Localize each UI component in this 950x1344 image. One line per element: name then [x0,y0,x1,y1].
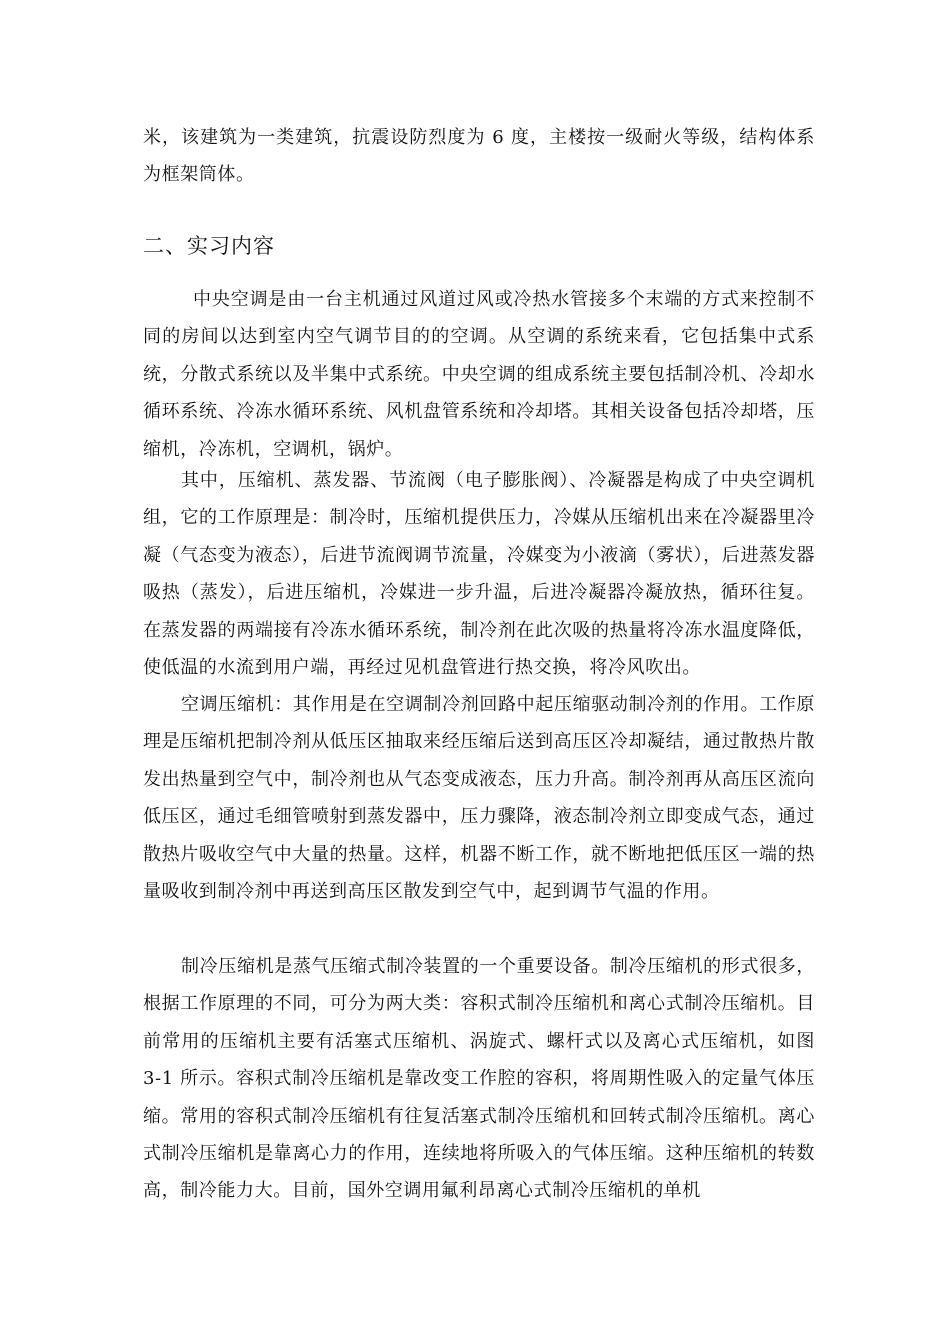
paragraph-building-info: 米，该建筑为一类建筑，抗震设防烈度为 6 度，主楼按一级耐火等级，结构体系为框架筒体。 [143,127,815,186]
section-heading: 二、实习内容 [143,234,275,258]
paragraph-working-principle: 其中，压缩机、蒸发器、节流阀（电子膨胀阀）、冷凝器是构成了中央空调机组，它的工作原理是：制冷时，压缩机提供压力，冷媒从压缩机出来在冷凝器里冷凝（气态变为液态），后进节流阀调节流量，冷媒变为小液滴（雾状），后进蒸发器吸热（蒸发），后进压缩机，冷媒进一步升温，后进冷凝器冷凝放热，循环往复。在蒸发器的两端接有冷冻水循环系统，制冷剂在此次吸的热量将冷冻水温度降低，使低温的水流到用户端，再经过见机盘管进行热交换，将冷风吹出。 [143,470,815,679]
paragraph-ac-compressor: 空调压缩机：其作用是在空调制冷剂回路中起压缩驱动制冷剂的作用。工作原理是压缩机把制冷剂从低压区抽取来经压缩后送到高压区冷却凝结，通过散热片散发出热量到空气中，制冷剂也从气态变成液态，压力升高。制冷剂再从高压区流向低压区，通过毛细管喷射到蒸发器中，压力骤降，液态制冷剂立即变成气态，通过散热片吸收空气中大量的热量。这样，机器不断工作，就不断地把低压区一端的热量吸收到制冷剂中再送到高压区散发到空气中，起到调节气温的作用。 [143,694,815,903]
paragraph-central-ac: 中央空调是由一台主机通过风道过风或冷热水管接多个末端的方式来控制不同的房间以达到室内空气调节目的的空调。从空调的系统来看，它包括集中式系统，分散式系统以及半集中式系统。中央空调的组成系统主要包括制冷机、冷却水循环系统、冷冻水循环系统、风机盘管系统和冷却塔。其相关设备包括冷却塔，压缩机，冷冻机，空调机，锅炉。 [143,289,815,460]
paragraph-refrigeration-compressor: 制冷压缩机是蒸气压缩式制冷装置的一个重要设备。制冷压缩机的形式很多，根据工作原理的不同，可分为两大类：容积式制冷压缩机和离心式制冷压缩机。目前常用的压缩机主要有活塞式压缩机、涡旋式、螺杆式以及离心式压缩机，如图 3-1 所示。容积式制冷压缩机是靠改变工作腔的容积，将周期性吸入的定量气体压缩。常用的容积式制冷压缩机有往复活塞式制冷压缩机和回转式制冷压缩机。离心式制冷压缩机是靠离心力的作用，连续地将所吸入的气体压缩。这种压缩机的转数高，制冷能力大。目前，国外空调用氟利昂离心式制冷压缩机的单机 [143,956,815,1202]
